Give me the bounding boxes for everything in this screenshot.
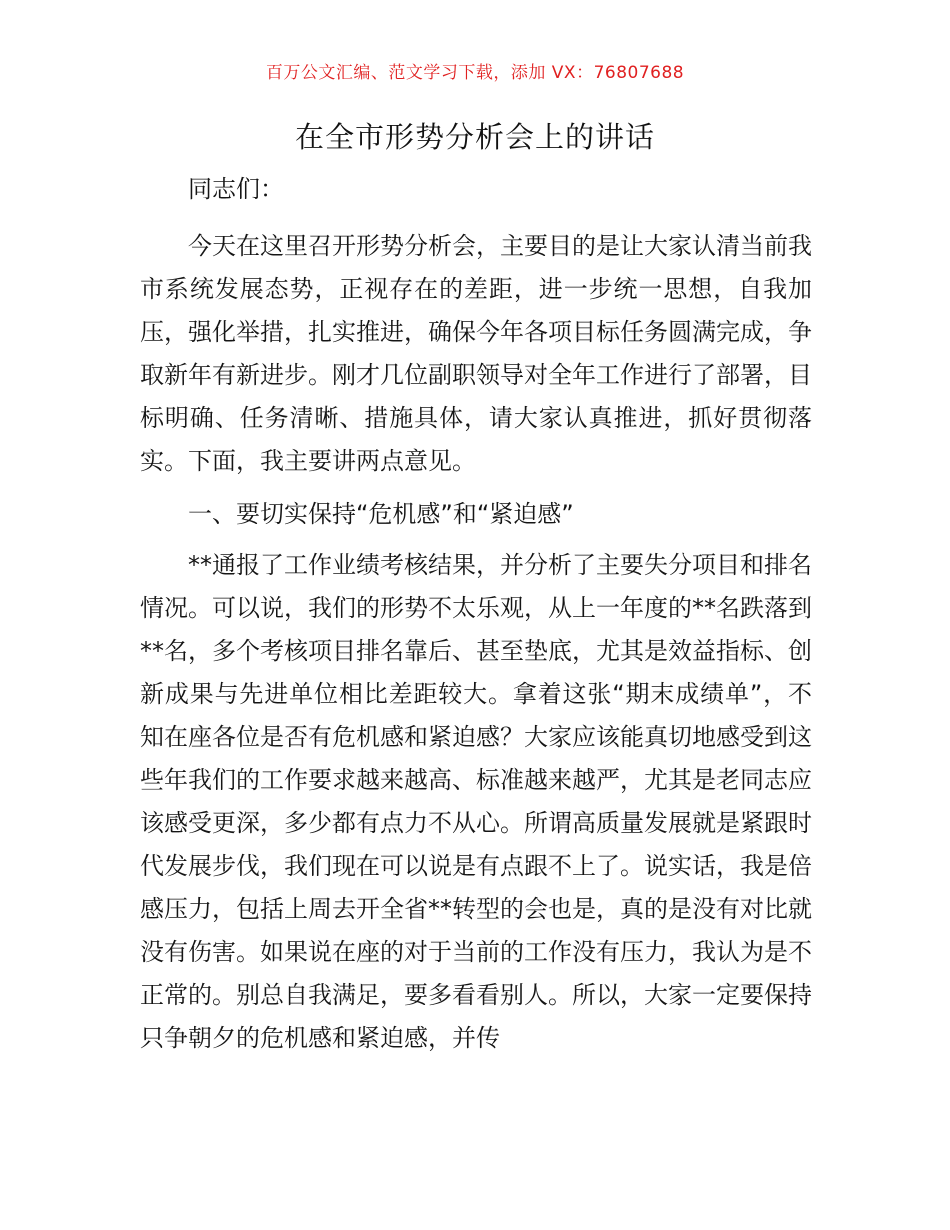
paragraph-section-one: **通报了工作业绩考核结果，并分析了主要失分项目和排名情况。可以说，我们的形势不太乐观，从上一年度的**名跌落到**名，多个考核项目排名靠后、甚至垫底，尤其是效益指标、创新成果与先进单位相比差距较大。拿着这张“期末成绩单”，不知在座各位是否有危机感和紧迫感？大家应该能真切地感受到这些年我们的工作要求越来越高、标准越来越严，尤其是老同志应该感受更深，多少都有点力不从心。所谓高质量发展就是紧跟时代发展步伐，我们现在可以说是有点跟不上了。说实话，我是倍感压力，包括上周去开全省**转型的会也是，真的是没有对比就没有伤害。如果说在座的对于当前的工作没有压力，我认为是不正常的。别总自我满足，要多看看别人。所以，大家一定要保持只争朝夕的危机感和紧迫感，并传 <box>140 551 812 1052</box>
header-banner: 百万公文汇编、范文学习下载，添加 VX：76807688 <box>265 63 685 83</box>
document-body <box>140 168 812 1070</box>
paragraph-intro: 今天在这里召开形势分析会，主要目的是让大家认清当前我市系统发展态势，正视存在的差距，进一步统一思想，自我加压，强化举措，扎实推进，确保今年各项目标任务圆满完成，争取新年有新进步。刚才几位副职领导对全年工作进行了部署，目标明确、任务清晰、措施具体，请大家认真推进，抓好贯彻落实。下面，我主要讲两点意见。 <box>140 232 812 475</box>
section-heading: 一、要切实保持“危机感”和“紧迫感” <box>188 500 574 528</box>
salutation: 同志们： <box>188 175 284 203</box>
document-title: 在全市形势分析会上的讲话 <box>294 120 655 154</box>
